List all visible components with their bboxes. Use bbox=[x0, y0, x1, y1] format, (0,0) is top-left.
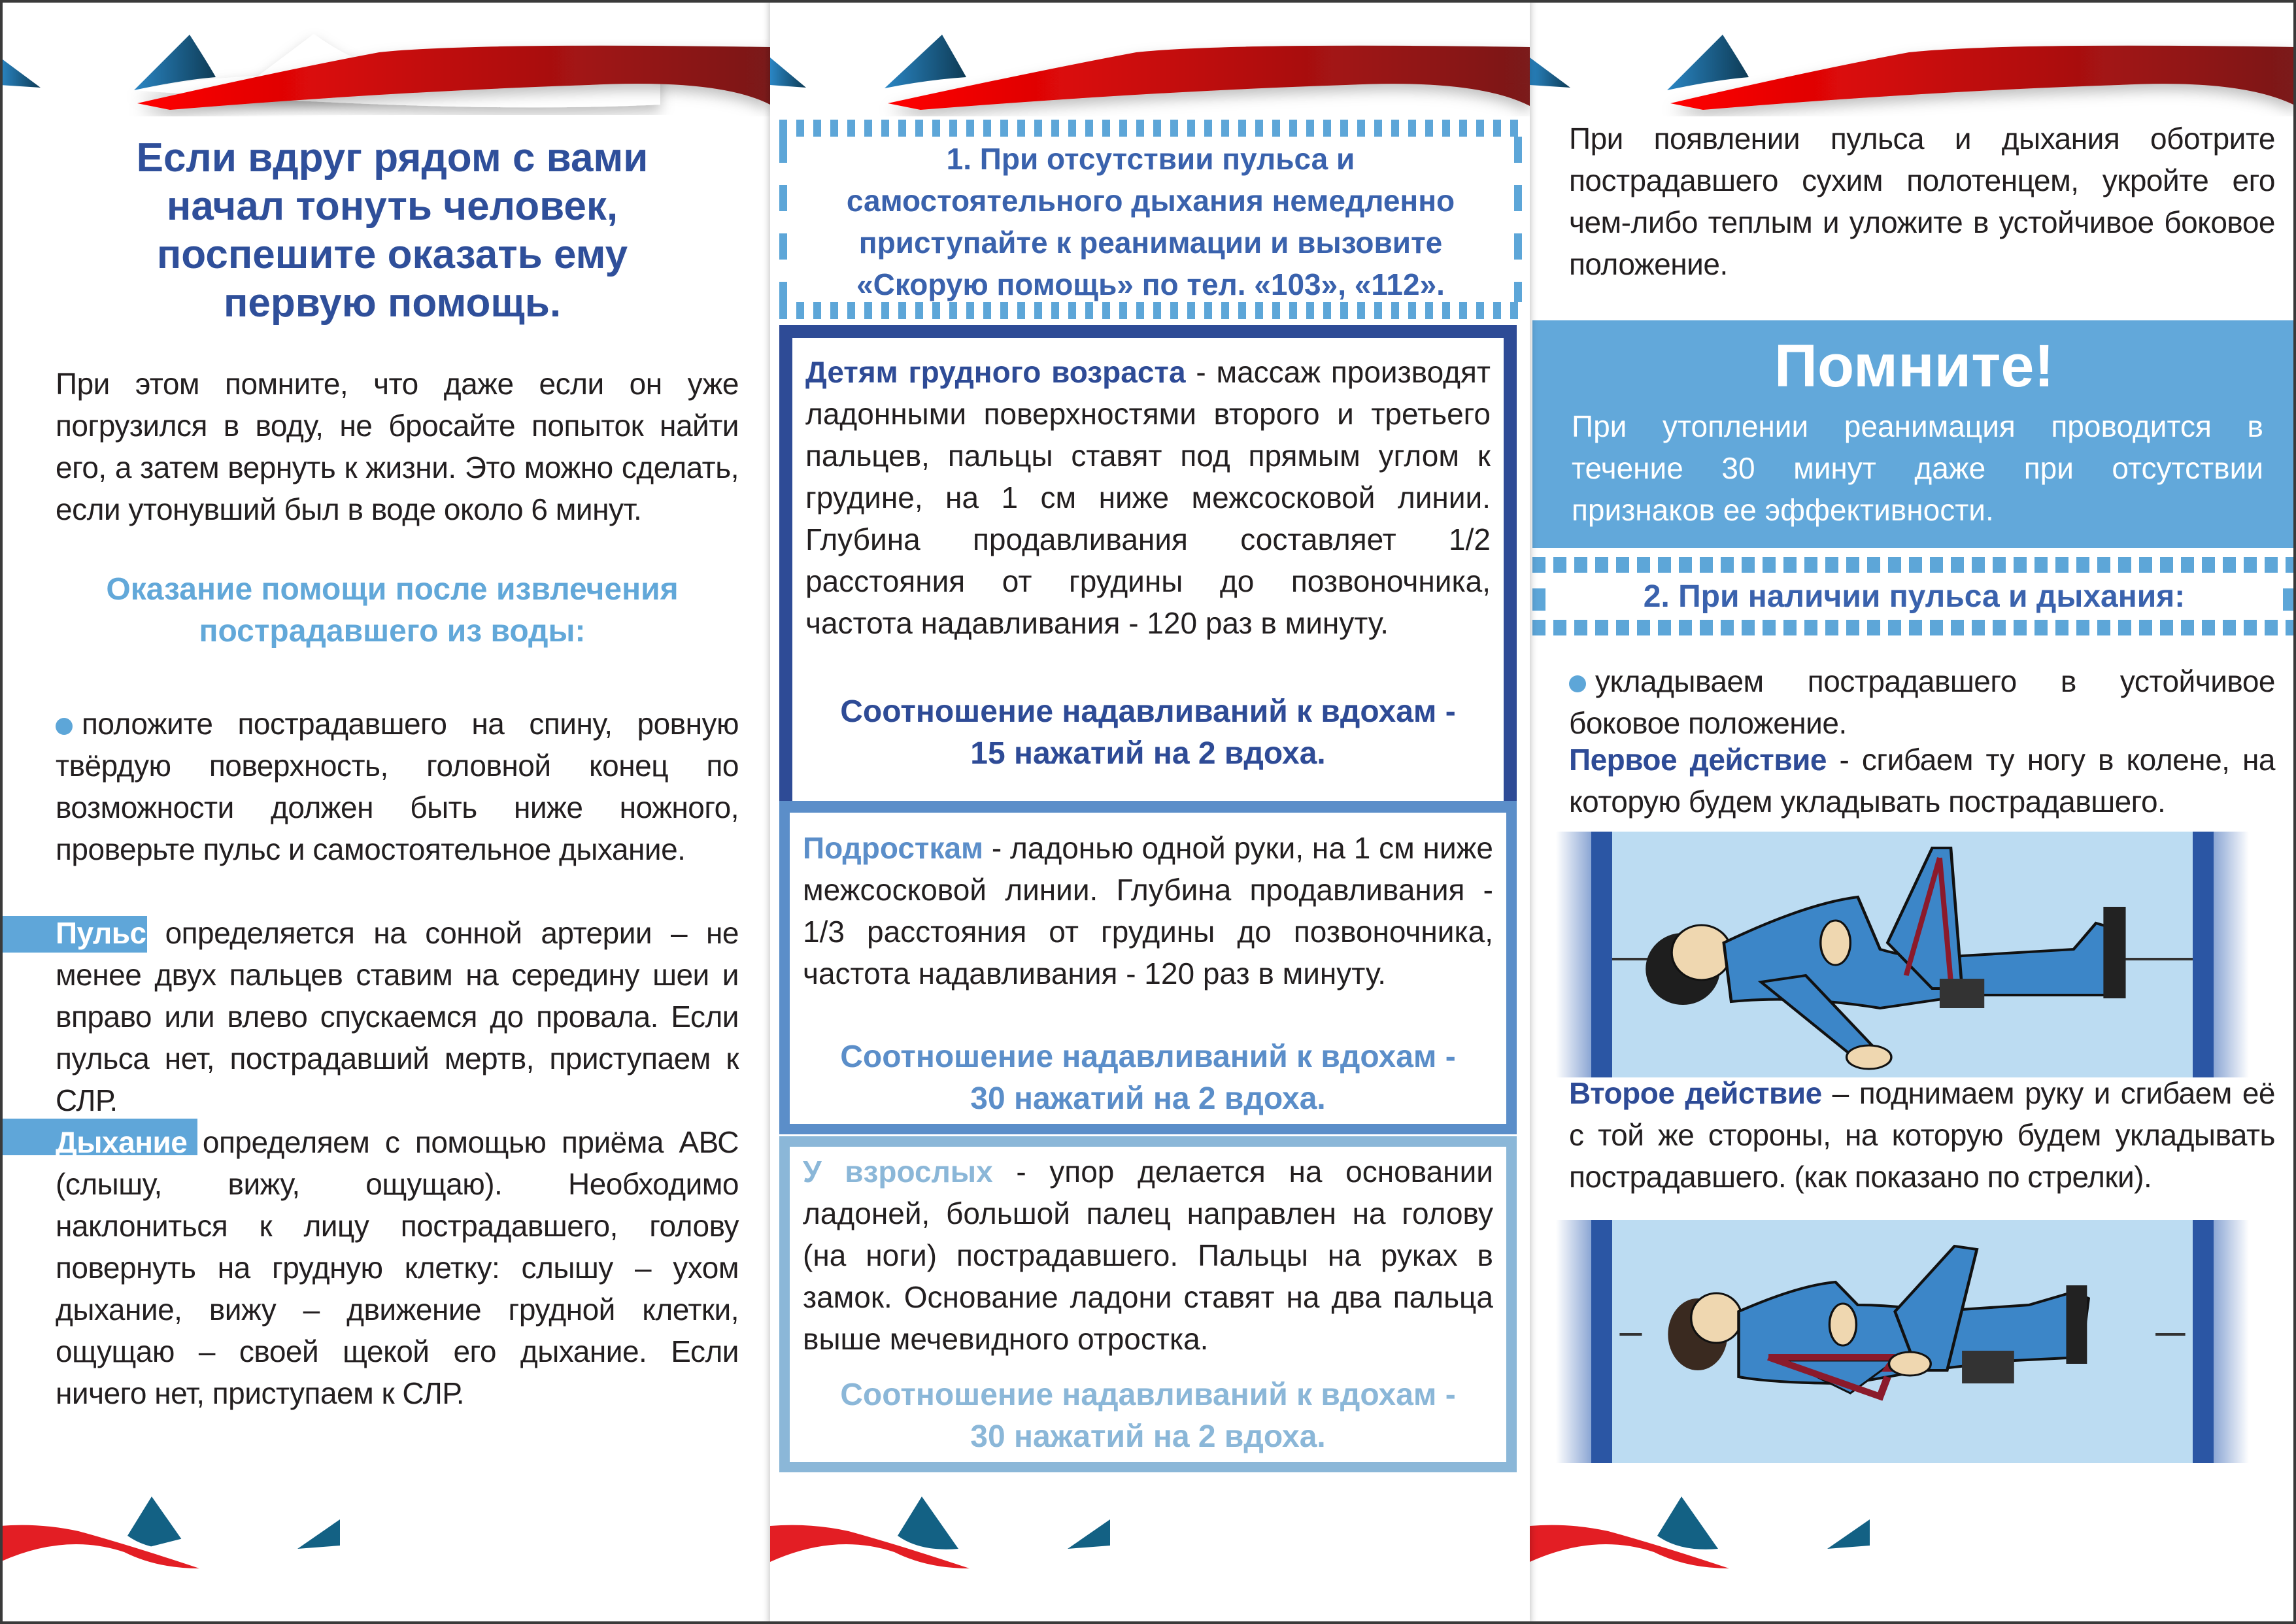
remember-title: Помните! bbox=[1774, 333, 2055, 399]
breathing-label: Дыхание bbox=[56, 1125, 188, 1159]
bullet-dot-icon bbox=[56, 718, 73, 735]
infant-cpr-text bbox=[805, 351, 1491, 644]
first-aid-bullet bbox=[56, 703, 739, 870]
dashed-border-top bbox=[1532, 557, 2296, 573]
ribbon-decoration-top bbox=[770, 0, 1530, 118]
adult-description: - упор делается на основании ладоней, большой палец направлен на голову (на ноги) пострадавшего. Пальцы на руках в замок. Основание ладони ставят на два пальца выше мечевидного отростка. bbox=[803, 1155, 1493, 1356]
teen-ratio-line1: Соотношение надавливаний к вдохам - bbox=[840, 1040, 1456, 1074]
bullet-dot-icon bbox=[1569, 675, 1586, 692]
adult-cpr-box bbox=[779, 1136, 1517, 1472]
illustration-edge-right bbox=[2214, 1220, 2249, 1463]
illustration-edge-right bbox=[2214, 832, 2249, 1077]
infant-ratio-line1: Соотношение надавливаний к вдохам - bbox=[840, 694, 1456, 729]
pulse-present-heading-box bbox=[1532, 557, 2296, 635]
illustration-bar-left bbox=[1591, 1220, 1612, 1463]
person-lying-arm-arrow-icon bbox=[1612, 1220, 2193, 1463]
ribbon-decoration-bottom bbox=[0, 1454, 770, 1624]
pulse-paragraph bbox=[56, 912, 739, 1121]
step-two-lead: Второе действие bbox=[1569, 1076, 1822, 1110]
breathing-text: определяем с помощью приёма АВС (слышу, вижу, ощущаю). Необходимо наклониться к лицу пострадавшего, голову повернуть на грудную клетку: слышу – ухом дыхание, вижу – движение грудной клетки, ощущаю – своей щекой его дыхание. Если ничего нет, приступаем к СЛР. bbox=[56, 1125, 739, 1410]
adult-lead: У взрослых bbox=[803, 1155, 993, 1189]
ribbon-decoration-top bbox=[0, 0, 770, 118]
teen-lead: Подросткам bbox=[803, 831, 984, 865]
illustration-bar-right bbox=[2193, 1220, 2214, 1463]
breathing-paragraph bbox=[56, 1121, 739, 1414]
illustration-bar-left bbox=[1591, 832, 1612, 1077]
infant-cpr-box bbox=[779, 325, 1517, 828]
remember-callout bbox=[1532, 320, 2296, 548]
intro-paragraph: При этом помните, что даже если он уже погрузился в воду, не бросайте попыток найти его, а затем вернуть к жизни. Это можно сделать, если утонувший был в воде около 6 минут. bbox=[56, 367, 739, 526]
infant-description: - массаж производят ладонными поверхностями второго и третьего пальцев, пальцы ставят под прямым углом к грудине, на 1 см ниже межсосковой линии. Глубина продавливания составляет 1/2 расстояния от грудины до позвоночника, частота надавливания - 120 раз в минуту. bbox=[805, 355, 1491, 640]
adult-ratio-line1: Соотношение надавливаний к вдохам - bbox=[840, 1378, 1456, 1412]
section-subheading: Оказание помощи после извлечения пострадавшего из воды: bbox=[106, 572, 679, 649]
ribbon-decoration-top bbox=[1530, 0, 2296, 118]
emergency-heading-box bbox=[779, 120, 1522, 319]
infant-ratio bbox=[805, 691, 1491, 775]
step-two bbox=[1569, 1072, 2275, 1198]
pulse-present-heading: 2. При наличии пульса и дыхания: bbox=[1643, 579, 2186, 614]
ribbon-decoration-bottom bbox=[1530, 1454, 2296, 1624]
panel-right bbox=[1530, 0, 2296, 1624]
recovery-intro: При появлении пульса и дыхания оботрите пострадавшего сухим полотенцем, укройте его чем-либо теплым и уложите в устойчивое боковое положение. bbox=[1569, 122, 2275, 281]
recovery-bullet bbox=[1569, 660, 2275, 744]
step-two-text: – поднимаем руку и сгибаем её с той же стороны, на которую будем укладывать пострадавшего. (как показано по стрелки). bbox=[1569, 1076, 2275, 1194]
illustration-bar-right bbox=[2193, 832, 2214, 1077]
step-one-text: - сгибаем ту ногу в колене, на которую будем укладывать пострадавшего. bbox=[1569, 743, 2275, 819]
bent-knee-illustration bbox=[1556, 832, 2249, 1077]
adult-ratio bbox=[803, 1374, 1493, 1458]
dashed-border-top bbox=[779, 120, 1522, 137]
adult-ratio-line2: 30 нажатий на 2 вдоха. bbox=[970, 1419, 1326, 1454]
illustration-edge-left bbox=[1556, 832, 1591, 1077]
person-lying-bent-knee-icon bbox=[1612, 832, 2193, 1077]
remember-text: При утоплении реанимация проводится в течение 30 минут даже при отсутствии признаков ее эффективности. bbox=[1572, 409, 2263, 527]
emergency-heading: 1. При отсутствии пульса и самостоятельного дыхания немедленно приступайте к реанимации и вызовите «Скорую помощь» по тел. «103», «112». bbox=[846, 142, 1455, 301]
adult-cpr-text bbox=[803, 1151, 1493, 1360]
teen-cpr-box bbox=[779, 801, 1517, 1134]
raised-arm-illustration bbox=[1556, 1220, 2249, 1463]
bullet-text: положите пострадавшего на спину, ровную твёрдую поверхность, головной конец по возможности должен быть ниже ножного, проверьте пульс и самостоятельное дыхание. bbox=[56, 707, 739, 866]
teen-cpr-text bbox=[803, 827, 1493, 994]
teen-ratio-line2: 30 нажатий на 2 вдоха. bbox=[970, 1081, 1326, 1116]
recovery-bullet-text: укладываем пострадавшего в устойчивое боковое положение. bbox=[1569, 664, 2275, 740]
illustration-edge-left bbox=[1556, 1220, 1591, 1463]
pulse-text: определяется на сонной артерии – не менее двух пальцев ставим на середину шеи и вправо или влево спускаемся до провала. Если пульса нет, пострадавший мертв, приступаем к СЛР. bbox=[56, 916, 739, 1117]
dashed-border-right bbox=[1514, 137, 1522, 302]
dashed-border-left bbox=[779, 137, 787, 302]
pulse-label: Пульс bbox=[56, 916, 146, 950]
infant-ratio-line2: 15 нажатий на 2 вдоха. bbox=[970, 736, 1326, 771]
teen-ratio bbox=[803, 1036, 1493, 1120]
step-one bbox=[1569, 739, 2275, 822]
panel-left bbox=[0, 0, 770, 1624]
ribbon-decoration-bottom bbox=[770, 1454, 1530, 1624]
step-one-lead: Первое действие bbox=[1569, 743, 1827, 777]
dashed-border-bottom bbox=[1532, 620, 2296, 635]
infant-lead: Детям грудного возраста bbox=[805, 355, 1186, 389]
main-heading: Если вдруг рядом с вами начал тонуть человек, поспешите оказать ему первую помощь. bbox=[136, 135, 649, 326]
teen-description: - ладонью одной руки, на 1 см ниже межсосковой линии. Глубина продавливания - 1/3 расстояния от грудины до позвоночника, частота надавливания - 120 раз в минуту. bbox=[803, 831, 1493, 990]
panel-middle bbox=[770, 0, 1530, 1624]
